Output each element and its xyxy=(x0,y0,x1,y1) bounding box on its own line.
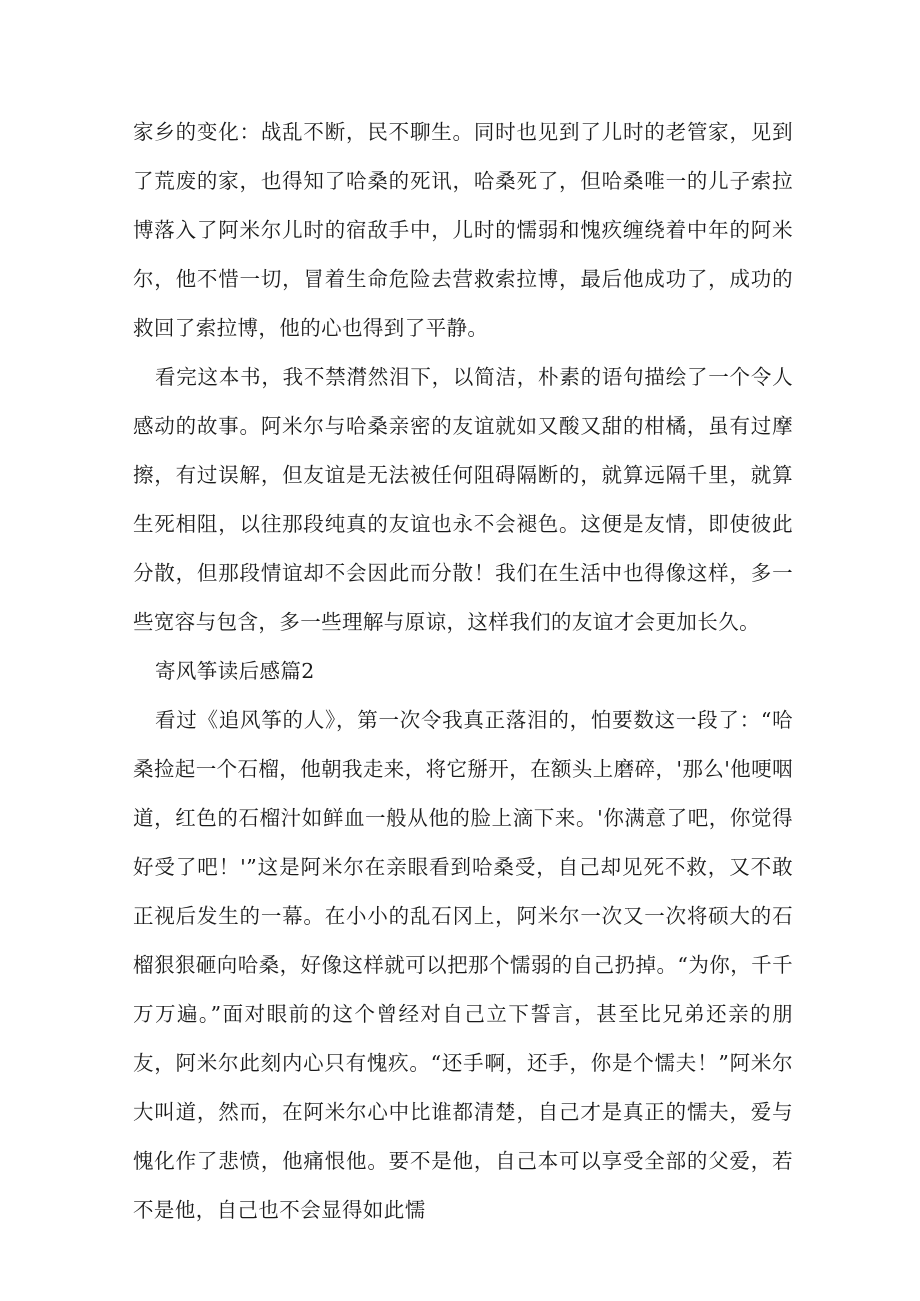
section-heading: 寄风筝读后感篇2 xyxy=(155,659,315,683)
document-page xyxy=(133,108,793,1235)
paragraph-reflection: 看完这本书，我不禁潸然泪下，以简洁，朴素的语句描绘了一个令人感动的故事。阿米尔与哈桑亲密的友谊就如又酸又甜的柑橘，虽有过摩擦，有过误解，但友谊是无法被任何阻碍隔断的，就算远隔千里，就算生死相阻，以往那段纯真的友谊也永不会褪色。这便是友情，即使彼此分散，但那段情谊却不会因此而分散！我们在生活中也得像这样，多一些宽容与包含，多一些理解与原谅，这样我们的友谊才会更加长久。 xyxy=(133,365,793,634)
paragraph-continuation: 家乡的变化：战乱不断，民不聊生。同时也见到了儿时的老管家，见到了荒废的家，也得知了哈桑的死讯，哈桑死了，但哈桑唯一的儿子索拉博落入了阿米尔儿时的宿敌手中，儿时的懦弱和愧疚缠绕着中年的阿米尔，他不惜一切，冒着生命危险去营救索拉博，最后他成功了，成功的救回了索拉博，他的心也得到了平静。 xyxy=(133,120,793,340)
paragraph-section-two: 看过《追风筝的人》，第一次令我真正落泪的，怕要数这一段了：“哈桑捡起一个石榴，他朝我走来，将它掰开，在额头上磨碎，'那么'他哽咽道，红色的石榴汁如鲜血一般从他的脸上滴下来。'你满意了吧，你觉得好受了吧！'”这是阿米尔在亲眼看到哈桑受，自己却见死不救，又不敢正视后发生的一幕。在小小的乱石冈上，阿米尔一次又一次将硕大的石榴狠狠砸向哈桑，好像这样就可以把那个懦弱的自己扔掉。“为你，千千万万遍。”面对眼前的这个曾经对自己立下誓言，甚至比兄弟还亲的朋友，阿米尔此刻内心只有愧疚。“还手啊，还手，你是个懦夫！”阿米尔大叫道，然而，在阿米尔心中比谁都清楚，自己才是真正的懦夫，爱与愧化作了悲愤，他痛恨他。要不是他，自己本可以享受全部的父爱，若不是他，自己也不会显得如此懦 xyxy=(133,708,793,1222)
